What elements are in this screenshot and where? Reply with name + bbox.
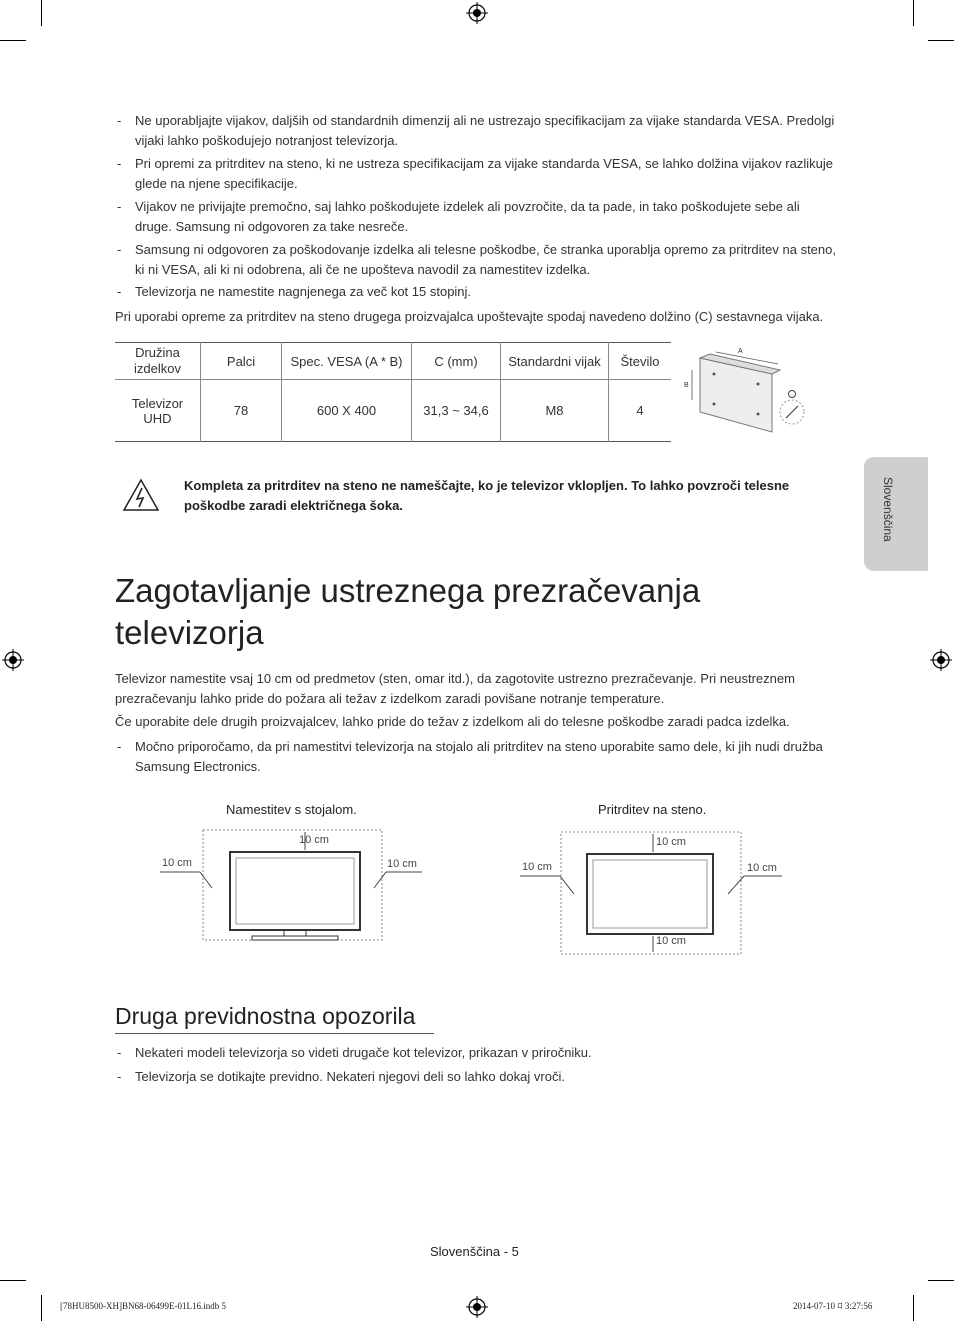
crop-mark bbox=[928, 40, 954, 41]
ventilation-paragraph: Televizor namestite vsaj 10 cm od predmetov (sten, omar itd.), da zagotovite ustrezno prezračevanje. Pri neustreznem prezračevanju lahko pride do požara ali težav z izdelkom zaradi povišane notranje temperature. bbox=[115, 671, 795, 706]
table-row bbox=[115, 380, 671, 442]
table-header: Število bbox=[620, 353, 660, 369]
stand-figure-caption: Namestitev s stojalom. bbox=[226, 802, 357, 817]
crop-mark bbox=[41, 1295, 42, 1321]
stand-installation-diagram bbox=[160, 826, 430, 944]
section-heading-underline bbox=[115, 1033, 434, 1034]
table-header: Družina izdelkov bbox=[115, 343, 201, 380]
crop-mark bbox=[0, 1280, 26, 1281]
clearance-left-label: 10 cm bbox=[522, 861, 552, 873]
list-item: - Nekateri modeli televizorja so videti drugače kot televizor, prikazan v priročniku. bbox=[117, 1045, 592, 1060]
page-title: Zagotavljanje ustreznega prezračevanja televizorja bbox=[115, 572, 701, 651]
clearance-right-label: 10 cm bbox=[747, 862, 777, 874]
list-item: - Pri opremi za pritrditev na steno, ki ne ustreza specifikacijam za vijake standarda VESA, se lahko dolžina vijakov razlikuje glede na njene specifikacije. bbox=[117, 156, 833, 191]
vesa-spec-table bbox=[115, 342, 671, 442]
table-header: Spec. VESA (A * B) bbox=[282, 343, 412, 380]
table-header: C (mm) bbox=[412, 343, 501, 380]
list-item: - Vijakov ne privijajte premočno, saj lahko poškodujete izdelek ali povzročite, da ta pade, in tako poškodujete sebe ali druge. Samsung ni odgovoren za take nesreče. bbox=[117, 199, 800, 234]
registration-mark-icon bbox=[2, 649, 24, 671]
electric-warning-icon bbox=[122, 478, 160, 512]
table-cell: 600 X 400 bbox=[282, 380, 412, 442]
table-cell: M8 bbox=[501, 380, 609, 442]
list-item: - Televizorja ne namestite nagnjenega za več kot 15 stopinj. bbox=[117, 284, 472, 299]
dimension-a-label: A bbox=[738, 348, 743, 355]
table-cell: 78 bbox=[201, 380, 282, 442]
table-header: Standardni vijak bbox=[501, 343, 609, 380]
list-item: - Samsung ni odgovoren za poškodovanje izdelka ali telesne poškodbe, če stranka uporablja opremo za pritrditev na steno, ki ni VESA, ali ki ni odobrena, ali če ne upošteva navodil za namestitev izdelka. bbox=[117, 242, 836, 277]
warning-text: Kompleta za pritrditev na steno ne nameščajte, ko je televizor vklopljen. To lahko povzroči telesne poškodbe zaradi električnega šoka. bbox=[184, 478, 790, 513]
clearance-top-label: 10 cm bbox=[656, 836, 686, 848]
table-cell: Televizor UHD bbox=[115, 380, 201, 442]
wall-figure-caption: Pritrditev na steno. bbox=[598, 802, 707, 817]
crop-mark bbox=[41, 0, 42, 26]
table-cell: 31,3 ~ 34,6 bbox=[412, 380, 501, 442]
table-cell: 4 bbox=[636, 403, 644, 418]
clearance-top-label: 10 cm bbox=[299, 834, 329, 846]
third-party-paragraph: Če uporabite dele drugih proizvajalcev, lahko pride do težav z izdelkom ali do telesne poškodbe zaradi padca izdelka. bbox=[115, 714, 790, 729]
print-info-right: 2014-07-10 ꕼ 3:27:56 bbox=[793, 1301, 873, 1311]
dimension-b-label: B bbox=[684, 382, 689, 389]
crop-mark bbox=[913, 0, 914, 26]
print-info-left: [78HU8500-XH]BN68-06499E-01L16.indb 5 bbox=[60, 1301, 226, 1311]
page-footer: Slovenščina - 5 bbox=[430, 1244, 519, 1259]
section-heading: Druga previdnostna opozorila bbox=[115, 1003, 416, 1029]
registration-mark-icon bbox=[466, 2, 488, 24]
list-item: - Televizorja se dotikajte previdno. Nekateri njegovi deli so lahko dokaj vroči. bbox=[117, 1069, 565, 1084]
wall-mount-diagram bbox=[680, 340, 810, 440]
crop-mark bbox=[913, 1295, 914, 1321]
list-item: - Ne uporabljajte vijakov, daljših od standardnih dimenzij ali ne ustrezajo specifikacijam za vijake standarda VESA. Predolgi vijaki lahko poškodujejo notranjost televizorja. bbox=[117, 113, 835, 148]
clearance-bottom-label: 10 cm bbox=[656, 935, 686, 947]
list-item: - Močno priporočamo, da pri namestitvi televizorja na stojalo ali pritrditev na steno uporabite samo dele, ki jih nudi družba Samsung Electronics. bbox=[117, 739, 823, 774]
registration-mark-icon bbox=[466, 1296, 488, 1318]
crop-mark bbox=[928, 1280, 954, 1281]
crop-mark bbox=[0, 40, 26, 41]
table-header: Palci bbox=[201, 343, 282, 380]
intro-paragraph: Pri uporabi opreme za pritrditev na steno drugega proizvajalca upoštevajte spodaj navedeno dolžino (C) sestavnega vijaka. bbox=[115, 309, 824, 324]
language-side-tab: Slovenščina bbox=[864, 457, 928, 571]
clearance-left-label: 10 cm bbox=[162, 857, 192, 869]
wall-installation-diagram bbox=[520, 826, 790, 958]
clearance-right-label: 10 cm bbox=[387, 858, 417, 870]
registration-mark-icon bbox=[930, 649, 952, 671]
